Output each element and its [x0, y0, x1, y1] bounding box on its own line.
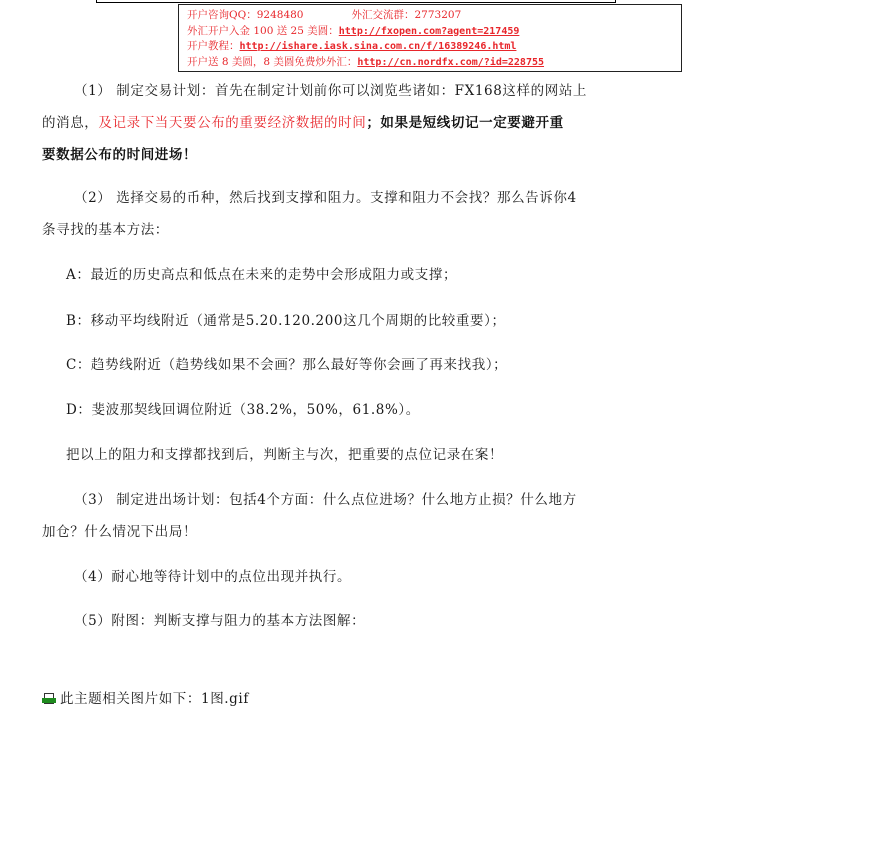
- para1-plain: 的消息，: [42, 115, 99, 131]
- para4: （4）耐心地等待计划中的点位出现并执行。: [74, 569, 352, 585]
- ad-group: 外汇交流群：2773207: [351, 9, 462, 21]
- ad-line-3: [187, 39, 681, 55]
- method-a: A：最近的历史高点和低点在未来的走势中会形成阻力或支撑；: [66, 267, 458, 283]
- ad-line-4: [187, 55, 681, 71]
- attachment-icon: [42, 693, 56, 704]
- para2-line1: （2） 选择交易的币种，然后找到支撑和阻力。支撑和阻力不会找？那么告诉你4: [74, 190, 577, 206]
- summary: 把以上的阻力和支撑都找到后，判断主与次，把重要的点位记录在案！: [66, 447, 504, 463]
- para5: （5）附图：判断支撑与阻力的基本方法图解：: [74, 613, 366, 629]
- method-b: B：移动平均线附近（通常是5.20.120.200这几个周期的比较重要）；: [66, 313, 506, 329]
- nordfx-link[interactable]: http://cn.nordfx.com/?id=228755: [357, 56, 545, 68]
- para1-line1: （1） 制定交易计划：首先在制定计划前你可以浏览些诸如：FX168这样的网站上: [74, 83, 588, 99]
- ad-qq: 开户咨询QQ：9248480: [187, 9, 304, 21]
- para1-bold-text: ；如果是短线切记一定要避开重: [366, 115, 564, 131]
- attachment-text[interactable]: 此主题相关图片如下：1图.gif: [60, 691, 249, 707]
- method-c: C：趋势线附近（趋势线如果不会画？那么最好等你会画了再来找我）；: [66, 357, 508, 373]
- para1-line3: 要数据公布的时间进场！: [42, 147, 198, 163]
- ad-line-3-text: 开户教程：: [187, 40, 240, 52]
- top-divider: [96, 0, 616, 3]
- ad-line-4-text: 开户送 8 美圆，8 美圆免费炒外汇：: [187, 55, 358, 68]
- attachment-line[interactable]: [42, 687, 762, 707]
- ad-line-2-text: 外汇开户入金 100 送 25 美圆：: [187, 24, 339, 37]
- fxopen-link[interactable]: http://fxopen.com?agent=217459: [338, 25, 520, 37]
- para3-line1: （3） 制定进出场计划：包括4个方面：什么点位进场？什么地方止损？什么地方: [74, 492, 577, 508]
- ad-line-2: [187, 24, 681, 40]
- para1-red-text: 及记录下当天要公布的重要经济数据的时间: [98, 115, 367, 131]
- ishare-link[interactable]: http://ishare.iask.sina.com.cn/f/16389246.html: [239, 41, 517, 52]
- para3-line2: 加仓？什么情况下出局！: [42, 524, 198, 540]
- ad-box: [178, 4, 682, 72]
- para2-line2: 条寻找的基本方法：: [42, 222, 169, 238]
- para1-line2: [42, 111, 762, 131]
- method-d: D：斐波那契线回调位附近（38.2%，50%，61.8%）。: [66, 402, 420, 418]
- ad-line-1: [187, 8, 681, 24]
